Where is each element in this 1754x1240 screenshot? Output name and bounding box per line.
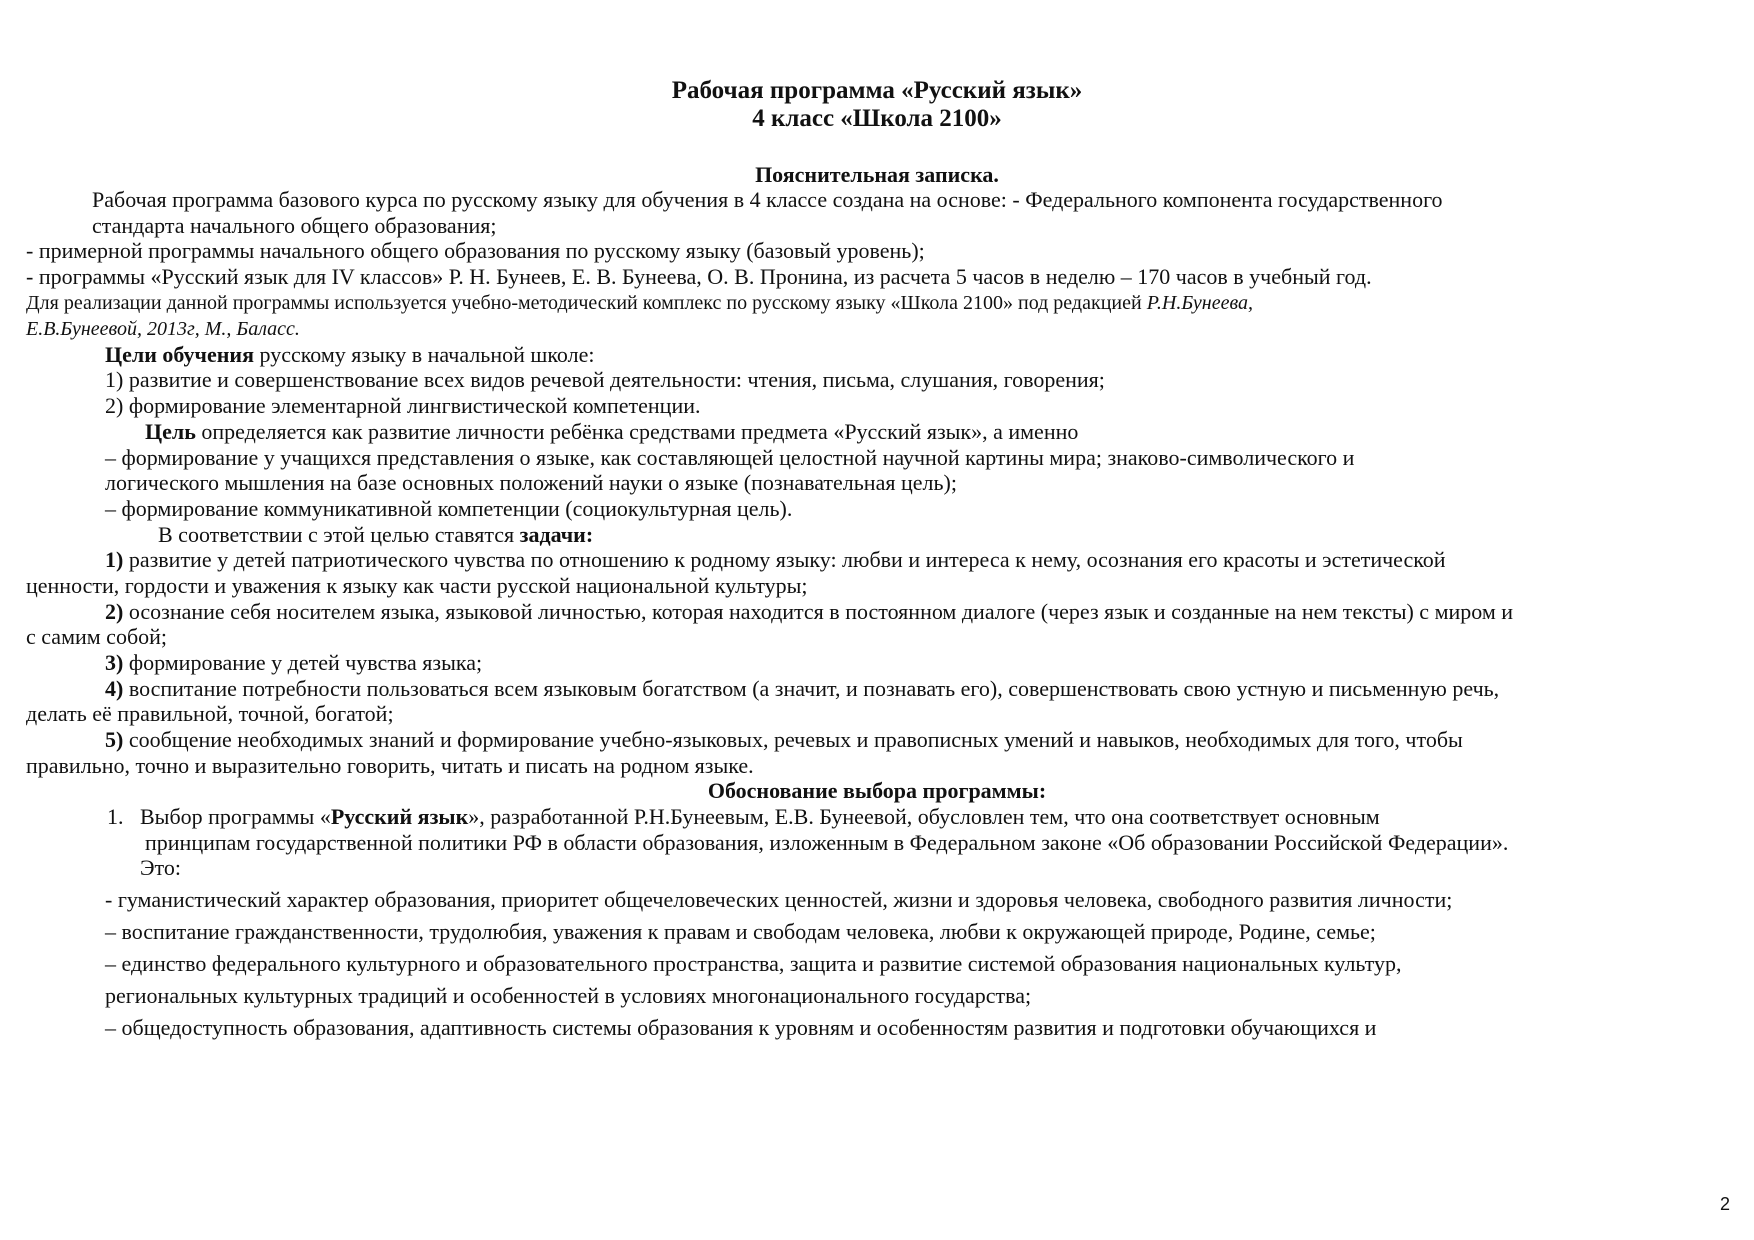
aim-heading xyxy=(145,419,1078,445)
task-item-2-line-1 xyxy=(105,599,1513,625)
goals-item-2: 2) формирование элементарной лингвистической компетенции. xyxy=(105,393,701,418)
principle-item-1: - гуманистический характер образования, приоритет общечеловеческих ценностей, жизни и здоровья человека, свободного развития личности; xyxy=(105,887,1453,912)
page-number: 2 xyxy=(1719,1194,1730,1214)
task-item-5-line-2: правильно, точно и выразительно говорить, читать и писать на родном языке. xyxy=(26,753,754,778)
tasks-intro-bold: задачи: xyxy=(519,522,594,547)
aim-item-1-line-2: логического мышления на базе основных положений науки о языке (познавательная цель); xyxy=(105,470,957,495)
principle-item-3-line-2: региональных культурных традиций и особенностей в условиях многонационального государства; xyxy=(105,983,1032,1008)
task-item-1-line-1 xyxy=(105,547,1446,573)
program-name-bold: Русский язык xyxy=(330,804,469,829)
task-item-4-line-1 xyxy=(105,676,1499,702)
intro-line-4: - программы «Русский язык для IV классов» Р. Н. Бунеев, Е. В. Бунеева, О. В. Пронина, из расчета 5 часов в неделю – 170 часов в учебный год. xyxy=(26,264,1372,289)
justification-text: Выбор программы « xyxy=(140,804,331,829)
intro-line-3: - примерной программы начального общего образования по русскому языку (базовый уровень); xyxy=(26,238,925,263)
justification-line-1 xyxy=(140,804,1380,830)
task-text: осознание себя носителем языка, языковой личностью, которая находится в постоянном диалоге (через язык и созданные на нем тексты) с миром и xyxy=(123,599,1514,624)
principle-item-4: – общедоступность образования, адаптивность системы образования к уровням и особенностям развития и подготовки обучающихся и xyxy=(105,1015,1377,1040)
task-text: воспитание потребности пользоваться всем языковым богатством (а значит, и познавать его), совершенствовать свою устную и письменную речь, xyxy=(123,676,1500,701)
tasks-intro-text: В соответствии с этой целью ставятся xyxy=(158,522,520,547)
section-heading-program-choice: Обоснование выбора программы: xyxy=(707,778,1047,803)
intro-line-6 xyxy=(26,316,300,342)
document-subtitle: 4 класс «Школа 2100» xyxy=(752,105,1002,132)
task-number: 5) xyxy=(105,727,124,752)
aim-text: определяется как развитие личности ребёнка средствами предмета «Русский язык», а именно xyxy=(195,419,1079,444)
goals-text: русскому языку в начальной школе: xyxy=(253,342,595,367)
tasks-heading xyxy=(158,522,593,548)
task-text: развитие у детей патриотического чувства по отношению к родному языку: любви и интереса к нему, осознания его красоты и эстетической xyxy=(123,547,1446,572)
goals-bold: Цели обучения xyxy=(105,342,254,367)
task-number: 3) xyxy=(105,650,124,675)
aim-bold: Цель xyxy=(145,419,196,444)
justification-text: », разработанной Р.Н.Бунеевым, Е.В. Бунеевой, обусловлен тем, что она соответствует основным xyxy=(468,804,1380,829)
task-item-4-line-2: делать её правильной, точной, богатой; xyxy=(26,701,394,726)
task-number: 1) xyxy=(105,547,124,572)
intro-line-1: Рабочая программа базового курса по русскому языку для обучения в 4 классе создана на основе: - Федерального компонента государственного xyxy=(92,187,1443,212)
task-item-1-line-2: ценности, гордости и уважения к языку как части русской национальной культуры; xyxy=(26,573,808,598)
task-item-2-line-2: с самим собой; xyxy=(26,624,168,649)
task-text: сообщение необходимых знаний и формирование учебно-языковых, речевых и правописных умений и навыков, необходимых для того, чтобы xyxy=(123,727,1463,752)
intro-line-5-text: Для реализации данной программы используется учебно-методический комплекс по русскому языку «Школа 2100» под редакцией xyxy=(26,292,1147,314)
justification-line-3: Это: xyxy=(140,855,181,880)
document-title: Рабочая программа «Русский язык» xyxy=(671,77,1083,104)
goals-heading xyxy=(105,342,594,368)
task-number: 4) xyxy=(105,676,124,701)
principle-item-2: – воспитание гражданственности, трудолюбия, уважения к правам и свободам человека, любви к окружающей природе, Родине, семье; xyxy=(105,919,1376,944)
justification-number: 1. xyxy=(107,804,124,829)
aim-item-1-line-1: – формирование у учащихся представления о языке, как составляющей целостной научной картины мира; знаково-символического и xyxy=(105,445,1355,470)
task-number: 2) xyxy=(105,599,124,624)
aim-item-2: – формирование коммуникативной компетенции (социокультурная цель). xyxy=(105,496,793,521)
justification-line-2: принципам государственной политики РФ в области образования, изложенным в Федеральном законе «Об образовании Российской Федерации». xyxy=(145,830,1509,855)
principle-item-3-line-1: – единство федерального культурного и образовательного пространства, защита и развитие системой образования национальных культур, xyxy=(105,951,1402,976)
goals-item-1: 1) развитие и совершенствование всех видов речевой деятельности: чтения, письма, слушания, говорения; xyxy=(105,367,1105,392)
task-item-5-line-1 xyxy=(105,727,1463,753)
task-text: формирование у детей чувства языка; xyxy=(123,650,483,675)
intro-line-6-author: Е.В.Бунеевой, 2013г, М., Баласс. xyxy=(26,318,300,340)
intro-line-2: стандарта начального общего образования; xyxy=(92,213,497,238)
task-item-3 xyxy=(105,650,482,676)
intro-line-5 xyxy=(26,290,1253,316)
intro-line-5-author: Р.Н.Бунеева, xyxy=(1146,292,1253,314)
section-heading-explanatory-note: Пояснительная записка. xyxy=(755,162,999,187)
